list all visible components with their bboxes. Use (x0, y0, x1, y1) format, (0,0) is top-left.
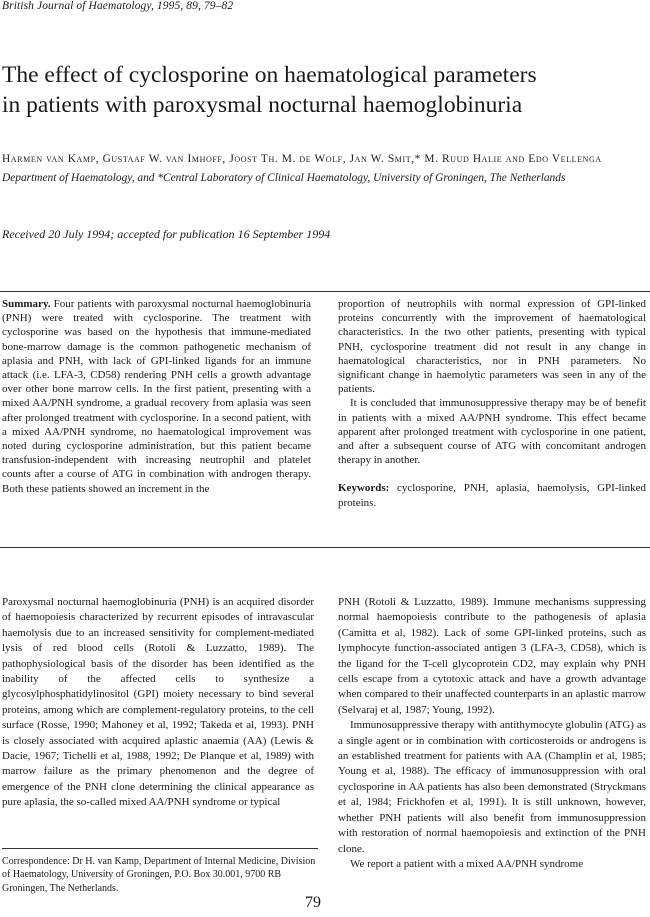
received-dates: Received 20 July 1994; accepted for publication 16 September 1994 (2, 227, 331, 241)
keywords-text: cyclosporine, PNH, aplasia, haemolysis, GPI-linked proteins. (338, 482, 646, 509)
body-paragraph-3: Immunosuppressive therapy with antithymocyte globulin (ATG) as a single agent or in combination with corticosteroids or androgens is an established treatment for patients with AA (Champlin et al, 1985; Young et al, 1988). The efficacy of immunosuppression with oral cyclosporine in AA patients has also been demonstrated (Stryckmans et al, 1984; Frickhofen et al, 1991). It is still unknown, however, whether PNH patients will also benefit from immunosuppression with restoration of normal haemopoiesis and extinction of the PNH clone. (338, 719, 646, 855)
abstract-top-rule (0, 291, 650, 292)
author-list: Harmen van Kamp, Gustaaf W. van Imhoff, Joost Th. M. de Wolf, Jan W. Smit,* M. Ruud Halie and Edo Vellenga (2, 153, 602, 165)
body-paragraph-1: Paroxysmal nocturnal haemoglobinuria (PNH) is an acquired disorder of haemopoiesis characterized by recurrent episodes of intravascular haemolysis due to an increased sensitivity for complement-mediated lysis of red blood cells (Rotoli & Luzzatto, 1989). The pathophysiological basis of the disorder has been identified as the inability of the affected cells to synthesize a glycosylphosphatidylinositol (GPI) moiety necessary to bind several proteins, among which are complement-regulatory proteins, to the cell surface (Rosse, 1990; Mahoney et al, 1992; Takeda et al, 1993). PNH is closely associated with acquired aplastic anaemia (AA) (Lewis & Dacie, 1967; Tichelli et al, 1988, 1992; De Planque et al, 1989) with marrow failure as the primary phenomenon and the degree of emergence of the PNH clone determining the clinical appearance as pure aplasia, the so-called mixed AA/PNH syndrome or typical (2, 596, 314, 809)
abstract-left-column (2, 297, 311, 496)
summary-conclusion: It is concluded that immunosuppressive therapy may be of benefit in patients with a mixed AA/PNH syndrome. This effect became apparent after prolonged treatment with cyclosporine in one patient, and after a subsequent course of ATG with concomitant androgen therapy in another. (338, 397, 646, 467)
body-right-column (338, 595, 646, 872)
title-line-2: in patients with paroxysmal nocturnal haemoglobinuria (2, 92, 523, 118)
summary-text-right: proportion of neutrophils with normal expression of GPI-linked proteins concurrently with the improvement of haematological characteristics. In the two other patients, presenting with typical PNH, cyclosporine treatment did not result in any change in haematological characteristics, nor in PNH parameters. No significant change in haemolytic parameters was seen in any of the patients. (338, 298, 646, 396)
abstract-right-column (338, 297, 646, 510)
title-line-1: The effect of cyclosporine on haematological parameters (2, 62, 537, 88)
summary-label: Summary. (2, 298, 51, 310)
body-left-column (2, 595, 314, 811)
abstract-bottom-rule (0, 547, 650, 548)
body-paragraph-4: We report a patient with a mixed AA/PNH syndrome (350, 857, 584, 870)
correspondence-note: Correspondence: Dr H. van Kamp, Department of Internal Medicine, Division of Haematology, University of Groningen, P.O. Box 30.001, 9700 RB Groningen, The Netherlands. (2, 856, 316, 894)
keywords (338, 481, 646, 509)
journal-citation: British Journal of Haematology, 1995, 89, 79–82 (2, 0, 234, 12)
summary-text-left: Four patients with paroxysmal nocturnal haemoglobinuria (PNH) were treated with cyclosporine. The treatment with cyclosporine was based on the hypothesis that immune-mediated bone-marrow damage is the common pathogenetic mechanism of aplasia and PNH, with lack of GPI-linked ligands for an immune attack (i.e. LFA-3, CD58) rendering PNH cells a growth advantage over other bone marrow cells. In the first patient, presenting with a mixed AA/PNH syndrome, a gradual recovery from aplasia was seen after prolonged treatment with cyclosporine. In a second patient, with a mixed AA/PNH syndrome, no haematological improvement was noted during cyclosporine administration, but this patient became transfusion-independent with increasing neutrophil and platelet counts after a course of ATG in combination with androgen therapy. Both these patients showed an increment in the (2, 298, 311, 495)
article-title (2, 60, 642, 120)
body-paragraph-2: PNH (Rotoli & Luzzatto, 1989). Immune mechanisms suppressing normal haemopoiesis contribute to the pathogenesis of aplasia (Camitta et al, 1982). Lack of some GPI-linked proteins, such as lymphocyte function-associated antigen 3 (LFA-3, CD58), which is the ligand for the T-cell glycoprotein CD2, may explain why PNH cells escape from a cytotoxic attack and have a growth advantage when compared to their unaffected counterparts in an aplastic marrow (Selvaraj et al, 1987; Young, 1992). (338, 596, 646, 716)
affiliation: Department of Haematology, and *Central Laboratory of Clinical Haematology, University of Groningen, The Netherlands (2, 172, 566, 184)
keywords-label: Keywords: (338, 482, 390, 495)
footnote-rule (2, 848, 318, 849)
page-number: 79 (305, 894, 321, 911)
author-block (2, 150, 646, 188)
